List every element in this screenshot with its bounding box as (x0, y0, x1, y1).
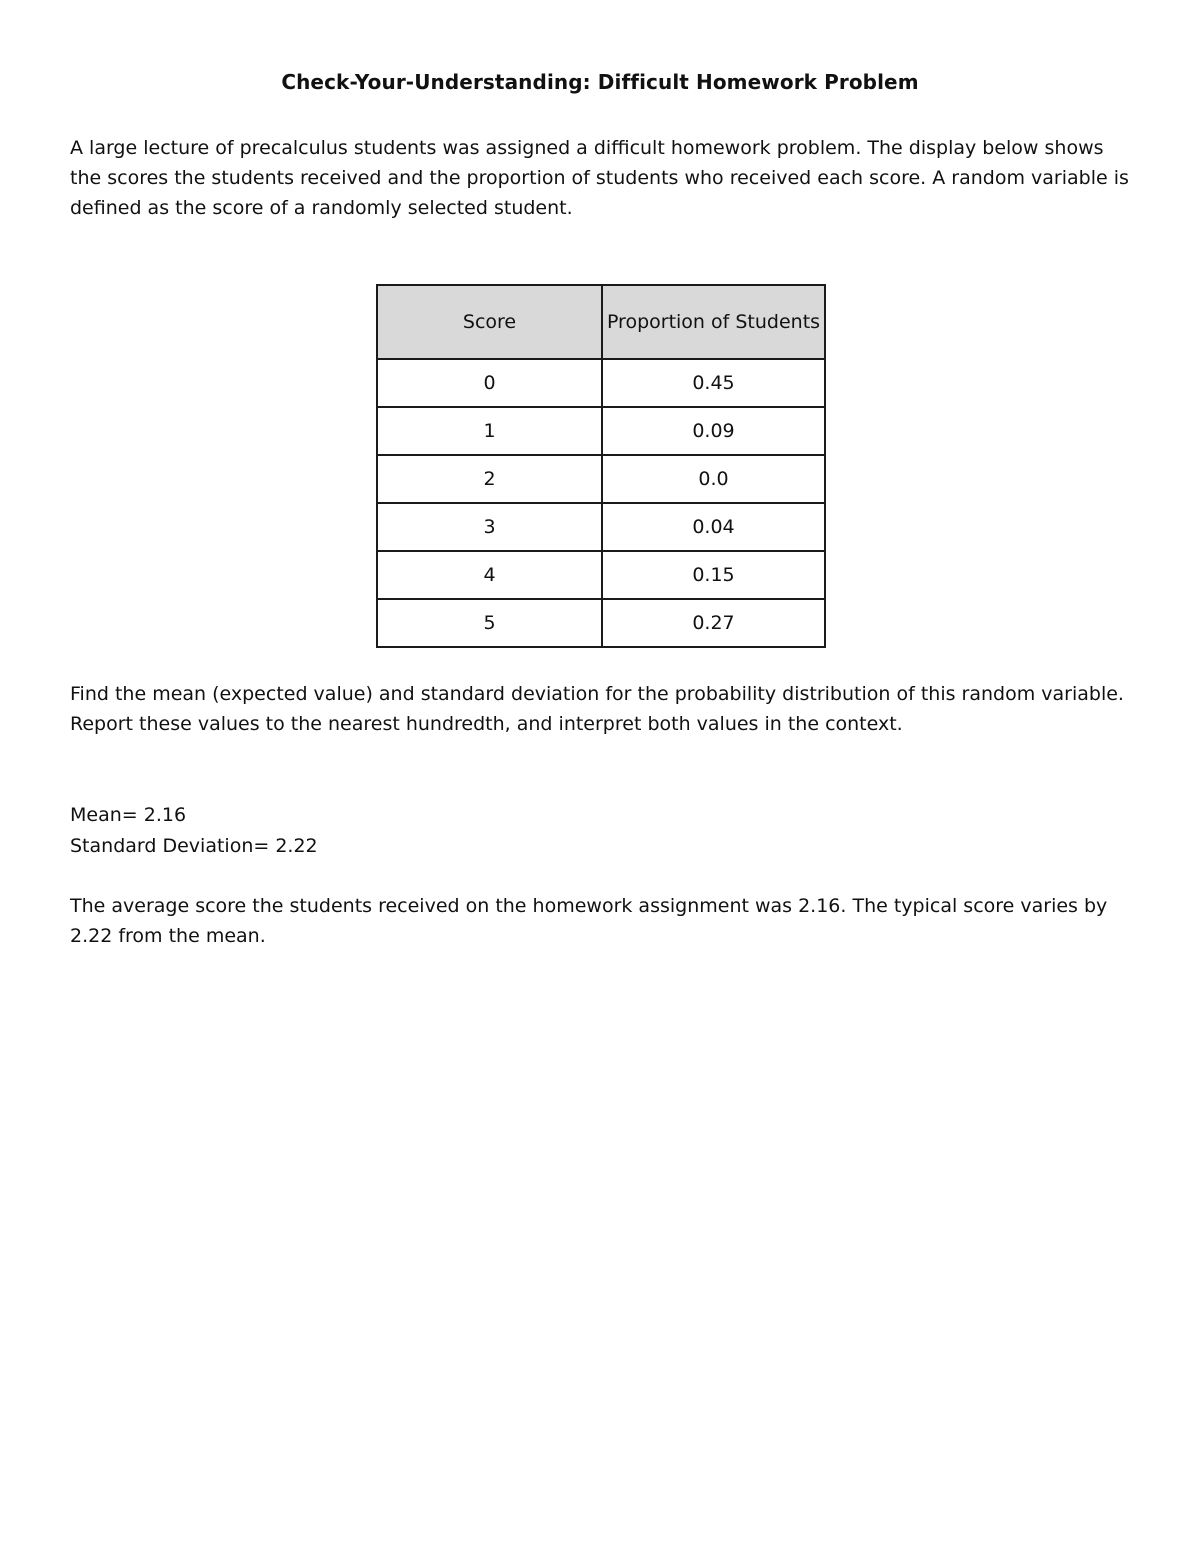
table-row (377, 599, 825, 647)
interpretation-paragraph: The average score the students received on the homework assignment was 2.16. The typical score varies by 2.22 from the mean. (70, 895, 1108, 947)
score-cell: 0 (377, 359, 602, 407)
intro-paragraph: A large lecture of precalculus students was assigned a difficult homework problem. The display below shows the scores the students received and the proportion of students who received each score. A random variable is defined as the score of a randomly selected student. (70, 137, 1129, 219)
question-paragraph: Find the mean (expected value) and standard deviation for the probability distribution of this random variable. Report these values to the nearest hundredth, and interpret both values in the context. (70, 683, 1124, 735)
table-row (377, 407, 825, 455)
header-score: Score (377, 285, 602, 359)
table-row (377, 455, 825, 503)
proportion-cell: 0.0 (602, 455, 825, 503)
table-header-row (377, 285, 825, 359)
proportion-cell: 0.15 (602, 551, 825, 599)
probability-distribution-table (376, 284, 826, 648)
score-cell: 4 (377, 551, 602, 599)
proportion-cell: 0.04 (602, 503, 825, 551)
table-row (377, 359, 825, 407)
table-row (377, 551, 825, 599)
score-cell: 5 (377, 599, 602, 647)
score-cell: 2 (377, 455, 602, 503)
standard-deviation-answer: Standard Deviation= 2.22 (70, 835, 318, 857)
mean-answer: Mean= 2.16 (70, 804, 187, 826)
proportion-cell: 0.27 (602, 599, 825, 647)
score-cell: 3 (377, 503, 602, 551)
document-title: Check-Your-Understanding: Difficult Homework Problem (281, 70, 919, 94)
header-proportion: Proportion of Students (602, 285, 825, 359)
table-row (377, 503, 825, 551)
proportion-cell: 0.45 (602, 359, 825, 407)
score-cell: 1 (377, 407, 602, 455)
distribution-table-container (376, 284, 826, 648)
proportion-cell: 0.09 (602, 407, 825, 455)
